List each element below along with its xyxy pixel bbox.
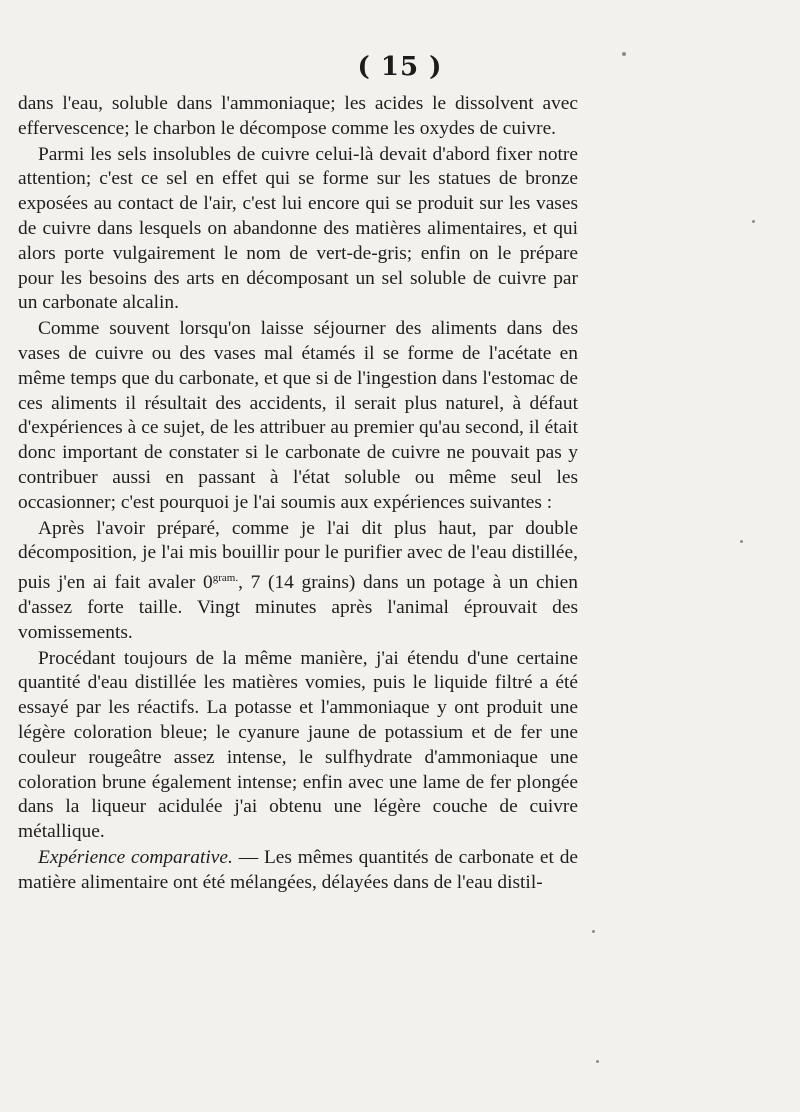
paragraph-6-text: — Les mêmes quantités de carbonate et de matière alimentaire ont été mélangées, délayées dans de l'eau distil-	[18, 846, 578, 893]
paper-speck	[592, 930, 595, 933]
page-number: ( 15 )	[357, 52, 443, 82]
paragraph-5: Procédant toujours de la même manière, j'ai étendu d'une certaine quantité d'eau distillée les matières vomies, puis le liquide filtré a été essayé par les réactifs. La potasse et l'ammoniaque y ont produit une légère coloration bleue; le cyanure jaune de potassium et de fer une couleur rougeâtre assez intense, le sulfhydrate d'ammoniaque une coloration brune également intense; enfin avec une lame de fer plongée dans la liqueur acidulée j'ai obtenu une légère couche de cuivre métallique.	[18, 647, 578, 843]
body-text	[18, 92, 578, 896]
paragraph-3: Comme souvent lorsqu'on laisse séjourner des aliments dans des vases de cuivre ou des vases mal étamés il se forme de l'acétate en même temps que du carbonate, et que si de l'ingestion dans l'estomac de ces aliments il résultait des accidents, il serait plus naturel, à défaut d'expériences à ce sujet, de les attribuer au premier qu'au second, il était donc important de constater si le carbonate de cuivre ne pouvait pas y contribuer aussi en passant à l'état soluble ou même seul les occasionner; c'est pourquoi je l'ai soumis aux expériences suivantes :	[18, 318, 578, 513]
paper-speck	[752, 220, 755, 223]
paper-speck	[596, 1060, 599, 1063]
paragraph-4-start: Après l'avoir préparé, comme je l'ai dit plus haut, par double décomposition, je l'ai mis bouillir pour le purifier avec de l'eau distillée, puis j'en ai fait avaler 0	[18, 517, 578, 594]
section-lead: Expérience comparative.	[38, 846, 233, 868]
paragraph-4-end: , 7 (14 grains) dans un potage à un chien d'assez forte taille. Vingt minutes après l'animal éprouvait des vomissements.	[18, 572, 578, 643]
paragraph-4	[18, 517, 578, 646]
paragraph-6	[18, 846, 578, 896]
paragraph-2: Parmi les sels insolubles de cuivre celui-là devait d'abord fixer notre attention; c'est ce sel en effet qui se forme sur les statues de bronze exposées au contact de l'air, c'est lui encore qui se produit sur les vases de cuivre dans lesquels on abandonne des matières alimentaires, et qui alors porte vulgairement le nom de vert-de-gris; enfin on le prépare pour les besoins des arts en décomposant un sel soluble de cuivre par un carbonate alcalin.	[18, 143, 578, 314]
paper-speck	[740, 540, 743, 543]
paper-speck	[622, 52, 626, 56]
gram-unit: gram.	[212, 572, 239, 585]
paragraph-1: dans l'eau, soluble dans l'ammoniaque; les acides le dissolvent avec effervescence; le charbon le décompose comme les oxydes de cuivre.	[18, 93, 578, 139]
